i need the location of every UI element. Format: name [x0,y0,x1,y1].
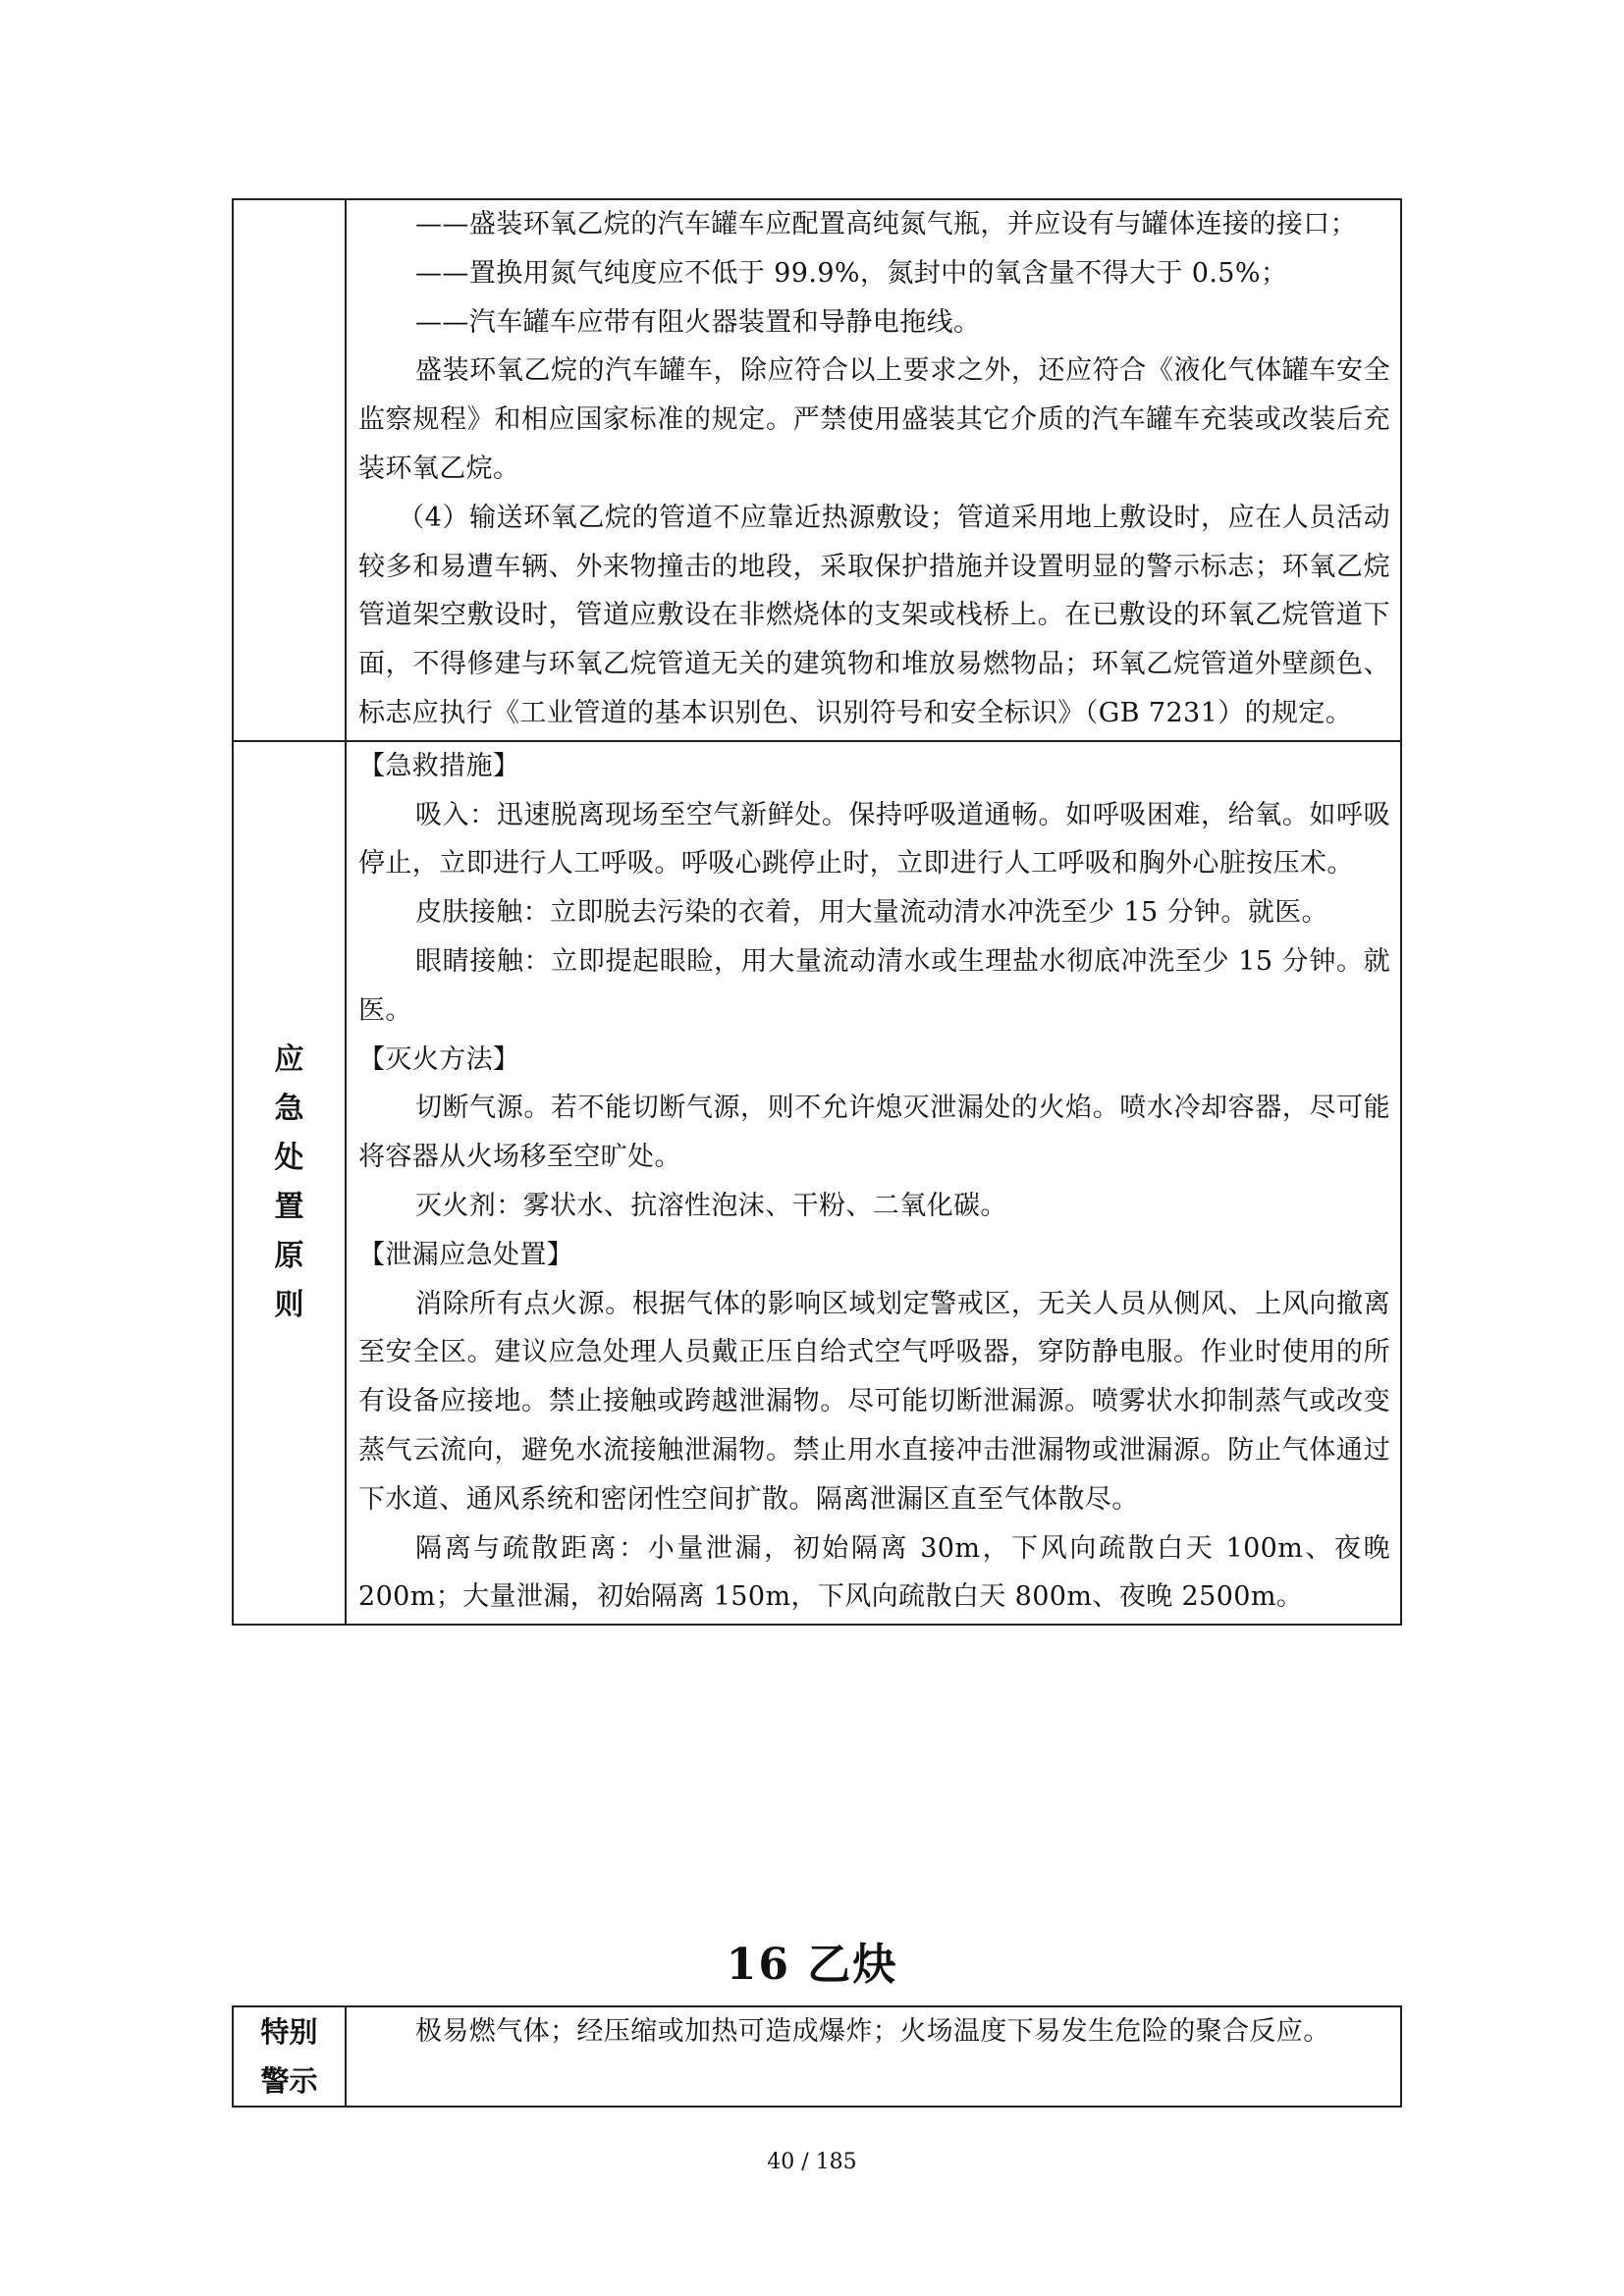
special-warning-table [232,2005,1402,2108]
paragraph-nitrogen-purity: ——置换用氮气纯度应不低于 99.9%，氮封中的氧含量不得大于 0.5%； [415,257,1288,289]
emergency-label-cell [233,741,346,1625]
skin-contact-text: 皮肤接触：立即脱去污染的衣着，用大量流动清水冲洗至少 15 分钟。就医。 [415,897,1328,929]
storage-content-cell [346,199,1401,741]
fire-method-text: 切断气源。若不能切断气源，则不允许熄灭泄漏处的火焰。喷水冷却容器，尽可能将容器从火场移至空旷处。 [358,1093,1390,1173]
emergency-principles-label: 应 急 处 置 原 则 [274,1041,304,1322]
eye-contact-text: 眼睛接触：立即提起眼睑，用大量流动清水或生理盐水彻底冲洗至少 15 分钟。就医。 [358,945,1390,1026]
fire-heading: 【灭火方法】 [358,1043,520,1075]
storage-label-cell [233,199,346,741]
isolation-distance-text: 隔离与疏散距离：小量泄漏，初始隔离 30m，下风向疏散白天 100m、夜晚 200m；大量泄漏，初始隔离 150m，下风向疏散白天 800m、夜晚 2500m。 [358,1532,1390,1613]
paragraph-tanker-regulation: 盛装环氧乙烷的汽车罐车，除应符合以上要求之外，还应符合《液化气体罐车安全监察规程》和相应国家标准的规定。严禁使用盛装其它介质的汽车罐车充装或改装后充装环氧乙烷。 [358,355,1390,484]
special-warning-label: 特别 警示 [260,2015,318,2098]
special-warning-row [233,2006,1401,2107]
paragraph-pipeline: （4）输送环氧乙烷的管道不应靠近热源敷设；管道采用地上敷设时，应在人员活动较多和易遭车辆、外来物撞击的地段，采取保护措施并设置明显的警示标志；环氧乙烷管道架空敷设时，管道应敷设在非燃烧体的支架或栈桥上。在已敷设的环氧乙烷管道下面，不得修建与环氧乙烷管道无关的建筑物和堆放易燃物品；环氧乙烷管道外壁颜色、标志应执行《工业管道的基本识别色、识别符号和安全标识》（GB 7231）的规定。 [358,502,1390,728]
first-aid-heading: 【急救措施】 [358,750,520,781]
storage-transport-row [233,199,1401,741]
special-warning-text: 极易燃气体；经压缩或加热可造成爆炸；火场温度下易发生危险的聚合反应。 [415,2016,1330,2047]
page-number: 40 / 185 [767,2150,857,2174]
paragraph-nitrogen-cylinder: ——盛装环氧乙烷的汽车罐车应配置高纯氮气瓶，并应设有与罐体连接的接口； [415,209,1357,240]
leak-response-text: 消除所有点火源。根据气体的影响区域划定警戒区，无关人员从侧风、上风向撤离至安全区。建议应急处理人员戴正压自给式空气呼吸器，穿防静电服。作业时使用的所有设备应接地。禁止接触或跨越泄漏物。尽可能切断泄漏源。喷雾状水抑制蒸气或改变蒸气云流向，避免水流接触泄漏物。禁止用水直接冲击泄漏物或泄漏源。防止气体通过下水道、通风系统和密闭性空间扩散。隔离泄漏区直至气体散尽。 [358,1288,1390,1515]
extinguishing-agents-text: 灭火剂：雾状水、抗溶性泡沫、干粉、二氧化碳。 [415,1190,1007,1221]
special-warning-content-cell [346,2006,1401,2107]
leak-heading: 【泄漏应急处置】 [358,1239,574,1270]
inhalation-text: 吸入：迅速脱离现场至空气新鲜处。保持呼吸道通畅。如呼吸困难，给氧。如呼吸停止，立即进行人工呼吸。呼吸心跳停止时，立即进行人工呼吸和胸外心脏按压术。 [358,799,1390,880]
paragraph-flame-arrester: ——汽车罐车应带有阻火器装置和导静电拖线。 [415,306,981,338]
emergency-content-cell [346,741,1401,1625]
chemical-section-title: 16 乙炔 [726,1940,898,1990]
emergency-response-row [233,741,1401,1625]
hazard-info-table [232,198,1402,1626]
special-warning-label-cell [233,2006,346,2107]
